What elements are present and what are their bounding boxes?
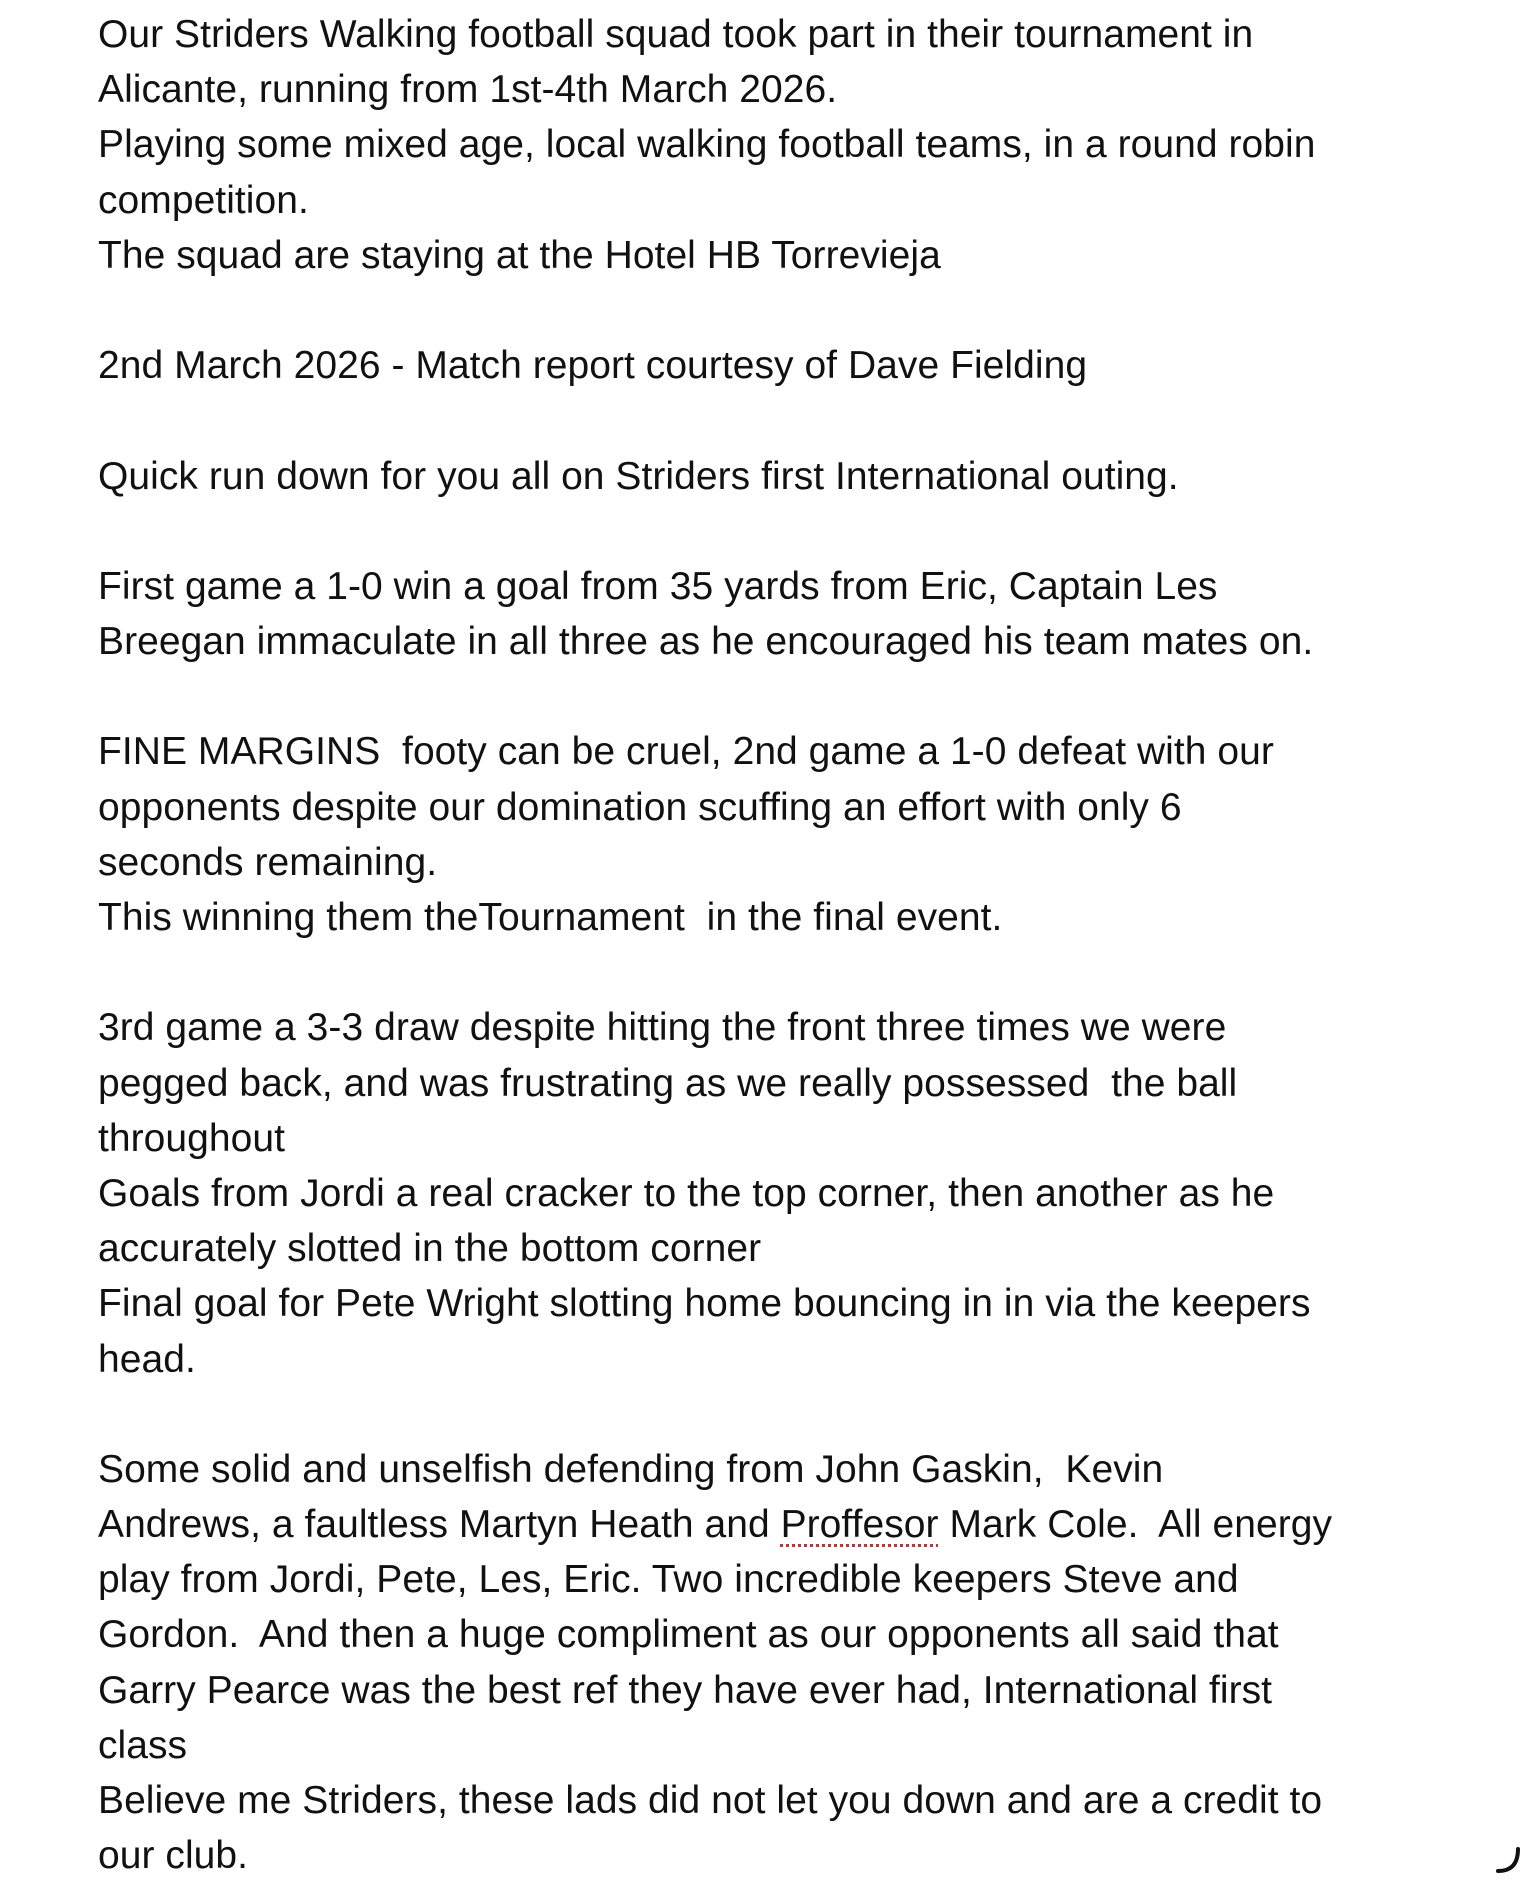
blank-line	[98, 504, 1498, 559]
text-line: Garry Pearce was the best ref they have ever had, International first	[98, 1668, 1273, 1712]
blank-line	[98, 283, 1498, 338]
text-line: This winning them theTournament in the final event.	[98, 896, 1003, 939]
blank-line	[98, 669, 1498, 724]
text-line: play from Jordi, Pete, Les, Eric. Two incredible keepers Steve and	[98, 1558, 1239, 1602]
text-line: 3rd game a 3-3 draw despite hitting the front three times we were	[98, 1006, 1227, 1050]
text-line: Final goal for Pete Wright slotting home bouncing in in via the keepers	[98, 1282, 1311, 1326]
text-line: competition.	[98, 178, 309, 222]
text-line: pegged back, and was frustrating as we really possessed the ball	[98, 1061, 1238, 1105]
blank-line	[98, 393, 1498, 448]
text-line: Goals from Jordi a real cracker to the top corner, then another as he	[98, 1171, 1275, 1215]
text-line: Believe me Striders, these lads did not let you down and are a credit to	[98, 1779, 1323, 1822]
note-body[interactable]	[98, 7, 1498, 1883]
text-line: class	[98, 1723, 188, 1767]
text-line: head.	[98, 1337, 196, 1381]
text-line: First game a 1-0 win a goal from 35 yards from Eric, Captain Les	[98, 564, 1218, 608]
text-line: 2nd March 2026 - Match report courtesy of Dave Fielding	[98, 344, 1088, 388]
text-line: Our Striders Walking football squad took part in their tournament in	[98, 13, 1254, 56]
text-line: our club.	[98, 1834, 249, 1878]
misspelled-word[interactable]: Proffesor	[780, 1503, 939, 1547]
text-line: Alicante, running from 1st-4th March 2026.	[98, 68, 838, 112]
text-line: Playing some mixed age, local walking football teams, in a round robin	[98, 123, 1316, 167]
blank-line	[98, 945, 1498, 1000]
text-segment: Andrews, a faultless Martyn Heath and	[98, 1503, 781, 1547]
text-line: opponents despite our domination scuffing an effort with only 6	[98, 785, 1182, 829]
text-line	[98, 1497, 1498, 1552]
text-line: FINE MARGINS footy can be cruel, 2nd game a 1-0 defeat with our	[98, 730, 1274, 774]
text-line: Quick run down for you all on Striders first International outing.	[98, 454, 1179, 498]
text-line: Some solid and unselfish defending from John Gaskin, Kevin	[98, 1447, 1164, 1491]
text-line: accurately slotted in the bottom corner	[98, 1227, 762, 1271]
blank-line	[98, 1387, 1498, 1442]
text-line: throughout	[98, 1116, 285, 1160]
text-line: Gordon. And then a huge compliment as our opponents all said that	[98, 1613, 1279, 1657]
text-segment: Mark Cole. All energy	[938, 1503, 1333, 1547]
text-line: Breegan immaculate in all three as he encouraged his team mates on.	[98, 620, 1314, 664]
text-line: seconds remaining.	[98, 840, 438, 884]
text-line: The squad are staying at the Hotel HB Torrevieja	[98, 233, 941, 277]
resize-handle-icon[interactable]	[1492, 1845, 1522, 1875]
